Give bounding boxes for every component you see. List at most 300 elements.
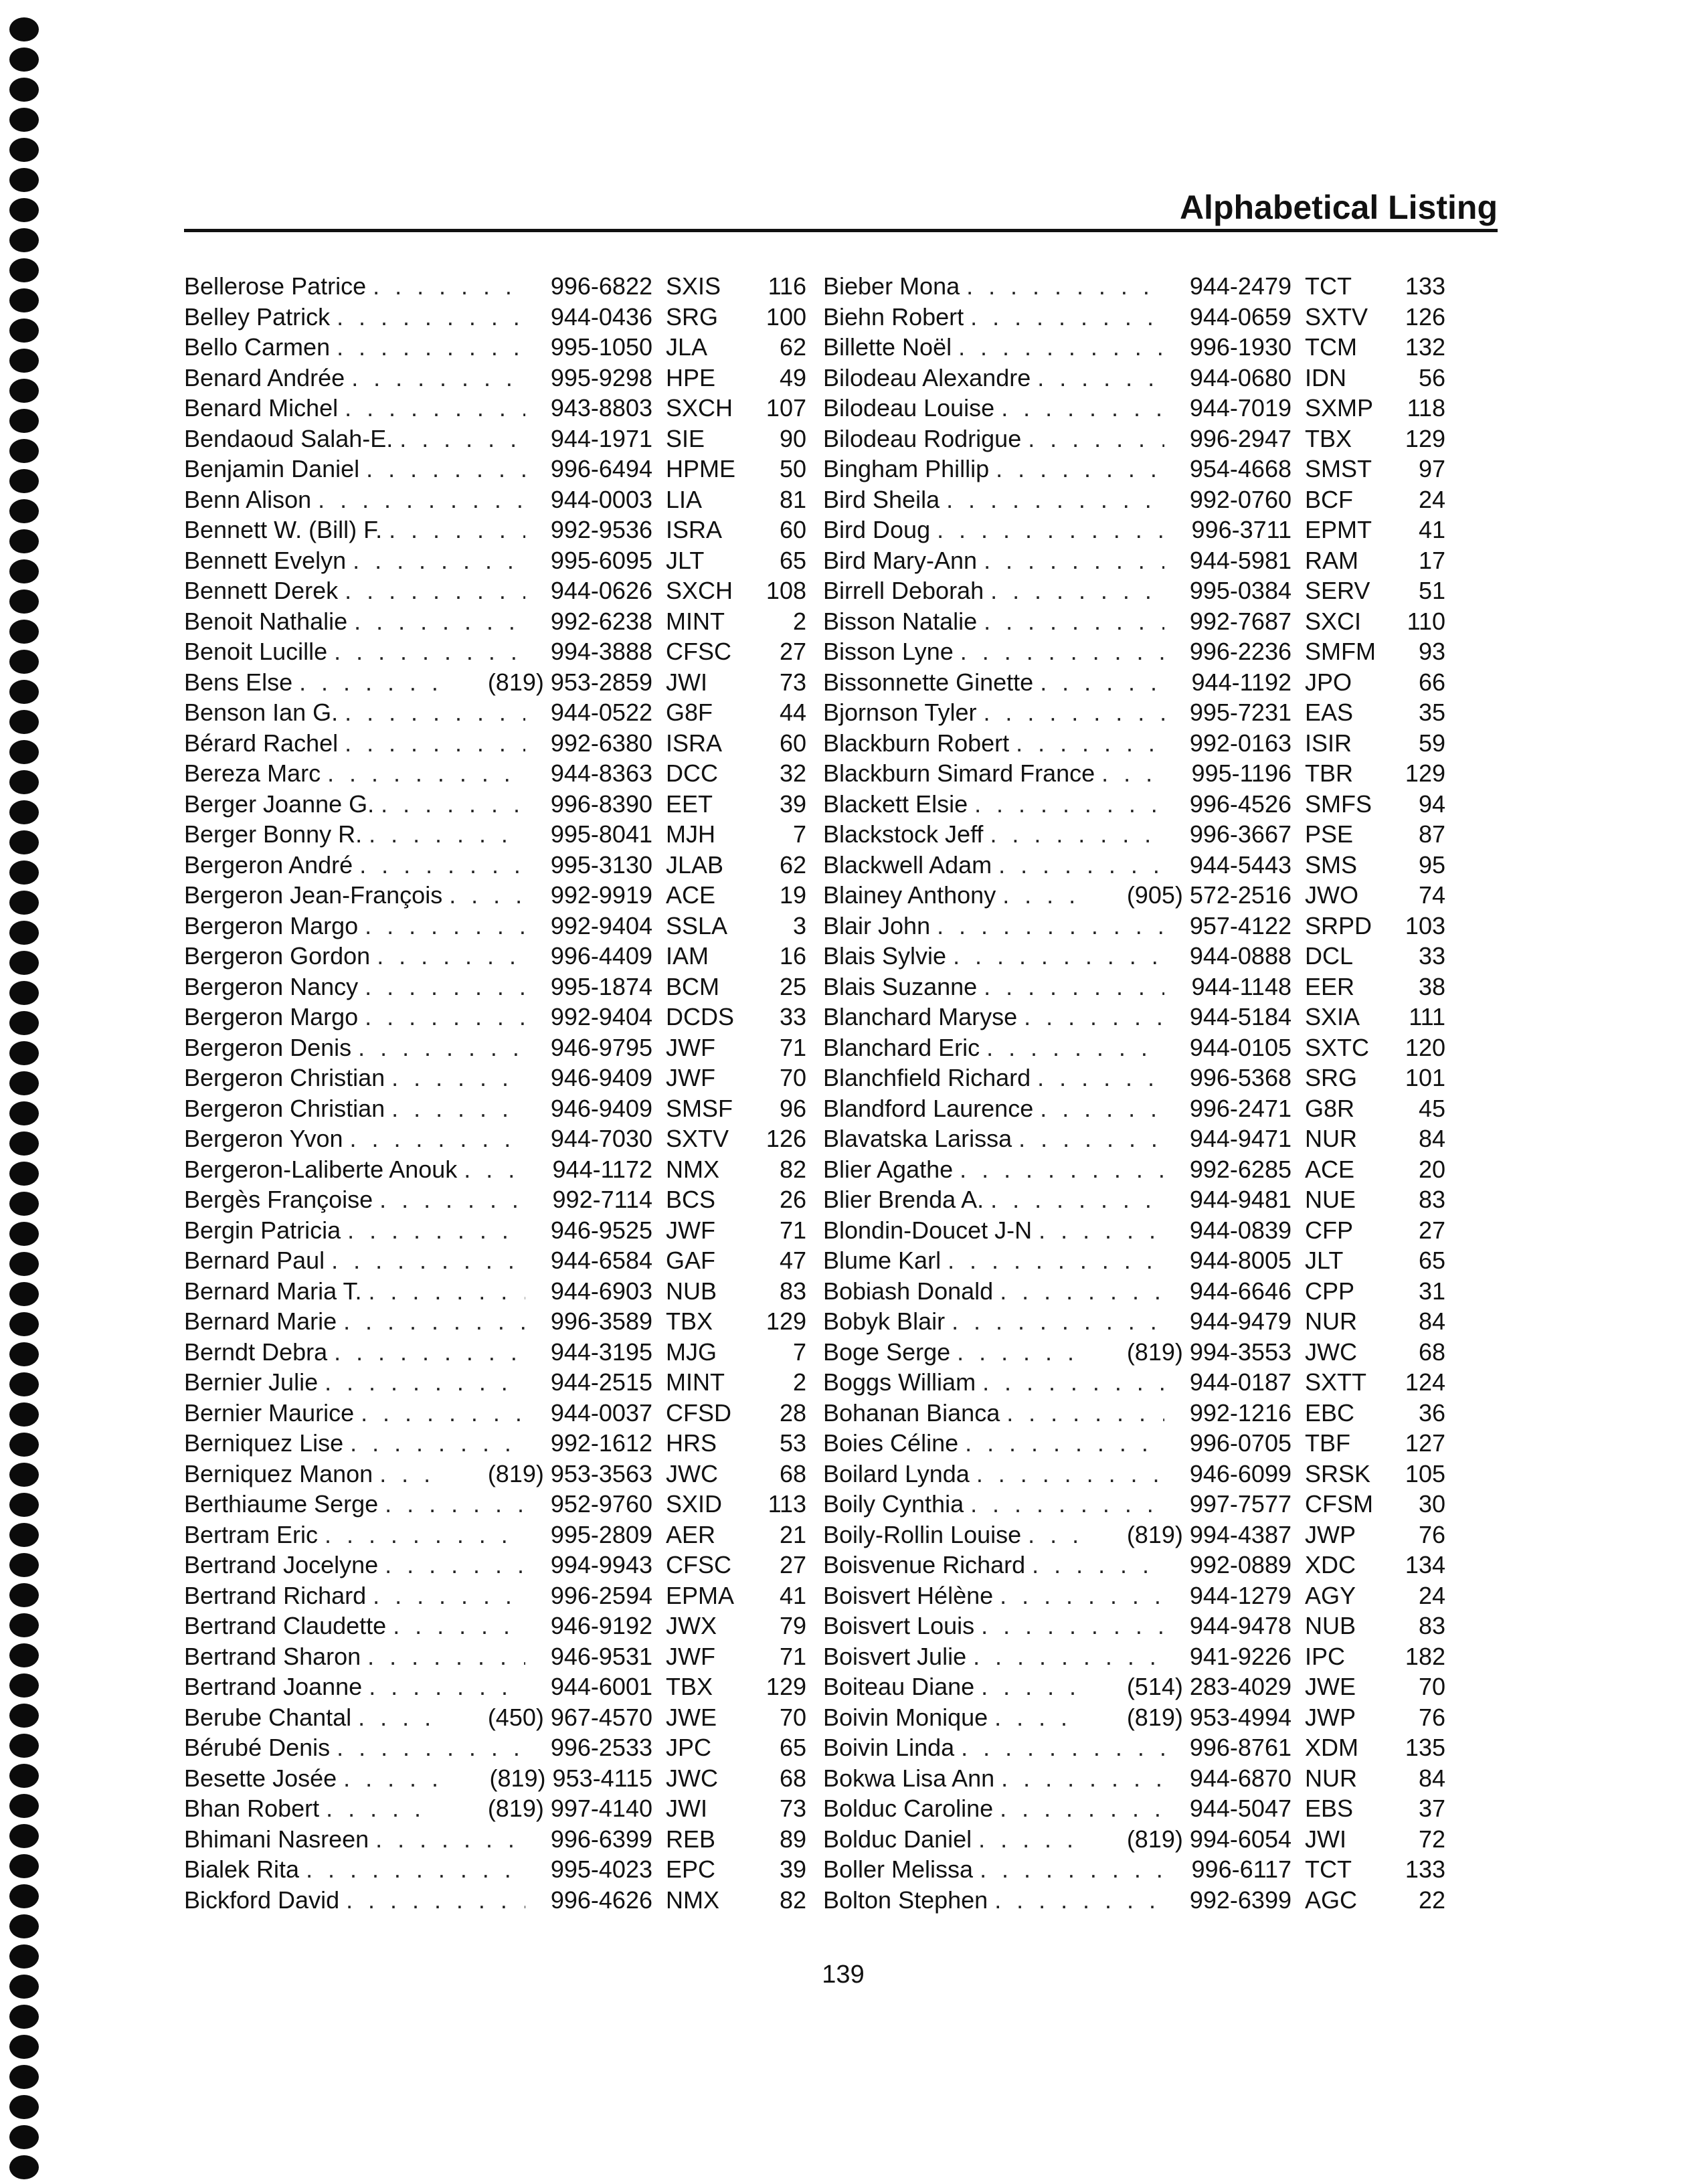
entry-code: HPME bbox=[666, 455, 736, 482]
dot-leader bbox=[385, 1550, 525, 1580]
entry-code: JWI bbox=[666, 1795, 707, 1822]
dot-leader bbox=[1028, 1520, 1077, 1550]
dot-leader bbox=[393, 1611, 525, 1641]
entry-phone: (819) 994-6054 bbox=[1126, 1825, 1292, 1853]
entry-phone: 944-8363 bbox=[550, 759, 652, 787]
entry-code: ACE bbox=[666, 881, 716, 909]
entry-name-wrap bbox=[823, 1245, 1164, 1275]
entry-name-wrap bbox=[823, 789, 1164, 819]
entry-name: Bolton Stephen bbox=[823, 1886, 988, 1914]
entry-phone: 992-6238 bbox=[550, 607, 652, 635]
list-item bbox=[823, 1611, 1452, 1641]
entry-code: JPO bbox=[1305, 668, 1352, 696]
entry-name-wrap bbox=[184, 1550, 525, 1580]
entry-name-wrap bbox=[823, 1276, 1164, 1306]
entry-page-ref: 65 bbox=[779, 546, 806, 574]
entry-page-ref: 133 bbox=[1405, 272, 1445, 300]
entry-page-ref: 70 bbox=[779, 1703, 806, 1731]
entry-name: Blais Suzanne bbox=[823, 972, 978, 1000]
dot-leader bbox=[346, 1885, 525, 1915]
entry-page-ref: 90 bbox=[779, 424, 806, 452]
entry-name: Bergin Patricia bbox=[184, 1216, 341, 1244]
entry-name: Bobyk Blair bbox=[823, 1307, 946, 1335]
list-item bbox=[184, 515, 813, 545]
list-item bbox=[184, 1428, 813, 1459]
list-item bbox=[184, 1245, 813, 1276]
entry-name: Blavatska Larissa bbox=[823, 1125, 1012, 1152]
entry-page-ref: 105 bbox=[1405, 1459, 1445, 1487]
entry-name: Bello Carmen bbox=[184, 333, 331, 361]
entry-phone: 944-5443 bbox=[1189, 850, 1292, 879]
dot-leader bbox=[345, 697, 525, 727]
entry-phone: 995-7231 bbox=[1189, 699, 1292, 726]
entry-phone: 944-6903 bbox=[550, 1277, 652, 1305]
entry-phone: (819) 953-3563 bbox=[487, 1459, 652, 1487]
entry-name-wrap bbox=[184, 1611, 525, 1641]
entry-page-ref: 45 bbox=[1418, 1094, 1445, 1122]
entry-name-wrap bbox=[184, 1367, 525, 1397]
entry-name: Blanchard Maryse bbox=[823, 1003, 1018, 1030]
entry-code: EPC bbox=[666, 1855, 716, 1883]
list-item bbox=[823, 1367, 1452, 1398]
entry-name-wrap bbox=[823, 941, 1164, 971]
entry-name: Bernard Maria T. bbox=[184, 1277, 362, 1305]
dot-leader bbox=[375, 1824, 525, 1854]
entry-name: Blanchfield Richard bbox=[823, 1064, 1031, 1091]
entry-name: Bilodeau Louise bbox=[823, 394, 995, 422]
entry-code: TCT bbox=[1305, 1855, 1352, 1883]
entry-page-ref: 95 bbox=[1418, 850, 1445, 879]
entry-name-wrap bbox=[184, 1123, 525, 1154]
entry-code: JWP bbox=[1305, 1520, 1356, 1548]
list-item bbox=[823, 1428, 1452, 1459]
entry-phone: 996-6399 bbox=[550, 1825, 652, 1853]
entry-name: Boiteau Diane bbox=[823, 1673, 975, 1700]
entry-page-ref: 20 bbox=[1418, 1155, 1445, 1183]
entry-page-ref: 59 bbox=[1418, 729, 1445, 757]
binding-hole bbox=[9, 1553, 39, 1577]
entry-code: SXMP bbox=[1305, 394, 1374, 422]
entry-code: SMST bbox=[1305, 455, 1372, 482]
dot-leader bbox=[1001, 1763, 1164, 1793]
entry-name: Blackburn Simard France bbox=[823, 759, 1095, 787]
entry-page-ref: 38 bbox=[1418, 972, 1445, 1000]
entry-phone: 996-0705 bbox=[1189, 1429, 1292, 1457]
entry-code: NUR bbox=[1305, 1307, 1357, 1335]
binding-hole bbox=[9, 1162, 39, 1186]
entry-page-ref: 84 bbox=[1418, 1764, 1445, 1792]
dot-leader bbox=[973, 1641, 1164, 1671]
binding-hole bbox=[9, 17, 39, 41]
list-item bbox=[184, 1671, 813, 1702]
binding-hole bbox=[9, 499, 39, 523]
list-item bbox=[184, 789, 813, 820]
list-item bbox=[823, 484, 1452, 515]
list-item bbox=[823, 1215, 1452, 1246]
list-item bbox=[184, 728, 813, 759]
entry-name-wrap bbox=[184, 1002, 525, 1032]
binding-hole bbox=[9, 1222, 39, 1246]
binding-hole bbox=[9, 529, 39, 553]
entry-page-ref: 25 bbox=[779, 972, 806, 1000]
entry-phone: 997-7577 bbox=[1189, 1490, 1292, 1518]
entry-name: Bird Sheila bbox=[823, 485, 940, 513]
binding-hole bbox=[9, 168, 39, 192]
entry-code: SSLA bbox=[666, 911, 728, 939]
binding-hole bbox=[9, 891, 39, 915]
list-item bbox=[823, 941, 1452, 972]
dot-leader bbox=[1001, 393, 1164, 423]
entry-name-wrap bbox=[184, 332, 525, 362]
entry-page-ref: 53 bbox=[779, 1429, 806, 1457]
list-item bbox=[184, 1337, 813, 1368]
entry-name: Boily-Rollin Louise bbox=[823, 1520, 1022, 1548]
entry-code: SRSK bbox=[1305, 1459, 1371, 1487]
list-item bbox=[823, 1702, 1452, 1733]
entry-code: NUB bbox=[1305, 1612, 1356, 1639]
entry-code: JWE bbox=[1305, 1673, 1356, 1700]
entry-page-ref: 132 bbox=[1405, 333, 1445, 361]
dot-leader bbox=[948, 1245, 1164, 1275]
binding-hole bbox=[9, 2065, 39, 2089]
dot-leader bbox=[952, 1306, 1164, 1336]
entry-page-ref: 72 bbox=[1418, 1825, 1445, 1853]
dot-leader bbox=[957, 1337, 1077, 1367]
entry-name: Benoit Nathalie bbox=[184, 607, 348, 635]
entry-code: JWF bbox=[666, 1064, 715, 1091]
entry-name: Boller Melissa bbox=[823, 1855, 974, 1883]
entry-code: SXIA bbox=[1305, 1003, 1360, 1030]
entry-code: JWF bbox=[666, 1033, 715, 1061]
entry-name: Berndt Debra bbox=[184, 1338, 328, 1366]
entry-phone: 996-8761 bbox=[1189, 1734, 1292, 1761]
entry-phone: 995-3130 bbox=[550, 850, 652, 879]
entry-code: JWF bbox=[666, 1642, 715, 1670]
binding-hole bbox=[9, 2095, 39, 2119]
entry-phone: 944-5184 bbox=[1189, 1003, 1292, 1030]
binding-hole bbox=[9, 710, 39, 734]
binding-hole bbox=[9, 830, 39, 854]
page-title: Alphabetical Listing bbox=[1179, 189, 1498, 226]
entry-phone: (819) 953-4115 bbox=[489, 1764, 652, 1792]
dot-leader bbox=[327, 758, 525, 788]
binding-hole bbox=[9, 439, 39, 463]
list-item bbox=[184, 545, 813, 576]
entry-code: SXTC bbox=[1305, 1033, 1370, 1061]
entry-name: Berthiaume Serge bbox=[184, 1490, 379, 1518]
entry-phone: 944-0659 bbox=[1189, 302, 1292, 331]
entry-phone: 944-8005 bbox=[1189, 1247, 1292, 1274]
entry-name: Bolduc Caroline bbox=[823, 1795, 994, 1822]
entry-name: Bergeron Margo bbox=[184, 911, 359, 939]
list-item bbox=[823, 819, 1452, 850]
entry-code: ISRA bbox=[666, 729, 723, 757]
entry-phone: 996-2236 bbox=[1189, 638, 1292, 665]
entry-page-ref: 24 bbox=[1418, 485, 1445, 513]
entry-page-ref: 68 bbox=[779, 1764, 806, 1792]
entry-code: HPE bbox=[666, 363, 716, 391]
entry-code: TBR bbox=[1305, 759, 1353, 787]
entry-name-wrap bbox=[823, 1093, 1164, 1123]
entry-name: Bergeron Gordon bbox=[184, 942, 371, 970]
entry-page-ref: 83 bbox=[1418, 1612, 1445, 1639]
entry-name-wrap bbox=[184, 880, 525, 910]
entry-code: AER bbox=[666, 1520, 716, 1548]
entry-name-wrap bbox=[184, 1702, 438, 1732]
entry-name: Bobiash Donald bbox=[823, 1277, 994, 1305]
entry-name-wrap bbox=[823, 1215, 1164, 1245]
dot-leader bbox=[369, 1671, 525, 1702]
entry-page-ref: 2 bbox=[792, 1368, 806, 1396]
entry-name-wrap bbox=[184, 271, 525, 301]
entry-name: Blier Agathe bbox=[823, 1155, 954, 1183]
list-item bbox=[823, 1154, 1452, 1185]
entry-phone: (905) 572-2516 bbox=[1126, 881, 1292, 909]
list-item bbox=[184, 1611, 813, 1641]
list-item bbox=[823, 545, 1452, 576]
list-item bbox=[823, 1306, 1452, 1337]
entry-phone: 996-4526 bbox=[1189, 790, 1292, 818]
entry-page-ref: 84 bbox=[1418, 1125, 1445, 1152]
entry-name: Bergeron André bbox=[184, 850, 353, 879]
entry-phone: 944-0003 bbox=[550, 485, 652, 513]
entry-code: TBX bbox=[666, 1307, 713, 1335]
entry-phone: 995-2809 bbox=[550, 1520, 652, 1548]
entry-page-ref: 47 bbox=[779, 1247, 806, 1274]
dot-leader bbox=[343, 1306, 525, 1336]
entry-code: NMX bbox=[666, 1886, 719, 1914]
list-item bbox=[823, 302, 1452, 333]
list-item bbox=[823, 1459, 1452, 1489]
dot-leader bbox=[990, 1184, 1164, 1214]
list-item bbox=[823, 1337, 1452, 1368]
entry-code: SMFM bbox=[1305, 638, 1376, 665]
list-item bbox=[184, 575, 813, 606]
left-column bbox=[184, 271, 813, 1915]
dot-leader bbox=[337, 302, 525, 332]
entry-phone: 992-1216 bbox=[1189, 1398, 1292, 1427]
entry-code: SXIS bbox=[666, 272, 721, 300]
dot-leader bbox=[980, 1854, 1164, 1884]
entry-phone: 944-9481 bbox=[1189, 1186, 1292, 1213]
entry-phone: 994-9943 bbox=[550, 1551, 652, 1578]
entry-code: CFSM bbox=[1305, 1490, 1373, 1518]
dot-leader bbox=[1032, 1550, 1164, 1580]
dot-leader bbox=[365, 911, 525, 941]
dot-leader bbox=[299, 667, 438, 697]
dot-leader bbox=[389, 515, 525, 545]
dot-leader bbox=[368, 1276, 525, 1306]
entry-phone: 944-0522 bbox=[550, 699, 652, 726]
entry-name-wrap bbox=[823, 271, 1164, 301]
entry-phone: (819) 997-4140 bbox=[487, 1795, 652, 1822]
entry-name-wrap bbox=[184, 758, 525, 788]
dot-leader bbox=[350, 1428, 525, 1458]
entry-name: Bisson Lyne bbox=[823, 638, 954, 665]
list-item bbox=[823, 1184, 1452, 1215]
entry-phone: 944-6001 bbox=[550, 1673, 652, 1700]
list-item bbox=[184, 1793, 813, 1824]
entry-phone: 944-6870 bbox=[1189, 1764, 1292, 1792]
entry-name: Berniquez Manon bbox=[184, 1459, 373, 1487]
entry-phone: 944-7019 bbox=[1189, 394, 1292, 422]
entry-name: Boies Céline bbox=[823, 1429, 959, 1457]
entry-phone: 995-8041 bbox=[550, 820, 652, 848]
entry-phone: 944-2479 bbox=[1189, 272, 1292, 300]
binding-hole bbox=[9, 138, 39, 162]
dot-leader bbox=[1040, 1093, 1164, 1123]
list-item bbox=[184, 758, 813, 789]
list-item bbox=[823, 1885, 1452, 1916]
binding-hole bbox=[9, 860, 39, 885]
entry-page-ref: 126 bbox=[1405, 302, 1445, 331]
entry-code: NUB bbox=[666, 1277, 717, 1305]
entry-name: Benn Alison bbox=[184, 485, 312, 513]
entry-phone: 944-9471 bbox=[1189, 1125, 1292, 1152]
entry-name-wrap bbox=[823, 1428, 1164, 1458]
entry-page-ref: 16 bbox=[779, 942, 806, 970]
dot-leader bbox=[1024, 1002, 1164, 1032]
entry-name: Bolduc Daniel bbox=[823, 1825, 972, 1853]
entry-page-ref: 27 bbox=[779, 638, 806, 665]
entry-name: Bisson Natalie bbox=[823, 607, 978, 635]
binding-hole bbox=[9, 1583, 39, 1607]
list-item bbox=[184, 911, 813, 941]
dot-leader bbox=[331, 1245, 525, 1275]
entry-name: Biehn Robert bbox=[823, 302, 964, 331]
entry-code: SXCH bbox=[666, 577, 733, 604]
binding-hole bbox=[9, 1794, 39, 1818]
binding-hole bbox=[9, 349, 39, 373]
entry-name-wrap bbox=[184, 819, 525, 849]
entry-phone: 992-0889 bbox=[1189, 1551, 1292, 1578]
entry-page-ref: 17 bbox=[1418, 546, 1445, 574]
entry-code: JLA bbox=[666, 333, 708, 361]
entry-name: Bennett Evelyn bbox=[184, 546, 347, 574]
entry-phone: 996-2471 bbox=[1189, 1094, 1292, 1122]
entry-page-ref: 129 bbox=[766, 1307, 806, 1335]
entry-code: JWI bbox=[1305, 1825, 1346, 1853]
list-item bbox=[184, 1367, 813, 1398]
entry-page-ref: 27 bbox=[779, 1551, 806, 1578]
dot-leader bbox=[966, 271, 1164, 301]
entry-phone: 996-3589 bbox=[550, 1307, 652, 1335]
dot-leader bbox=[325, 1367, 525, 1397]
entry-code: CFSD bbox=[666, 1398, 731, 1427]
entry-name: Bird Doug bbox=[823, 516, 931, 543]
entry-page-ref: 51 bbox=[1418, 577, 1445, 604]
entry-name-wrap bbox=[184, 1093, 525, 1123]
entry-phone: 957-4122 bbox=[1189, 911, 1292, 939]
list-item bbox=[184, 850, 813, 881]
entry-phone: 992-0760 bbox=[1189, 485, 1292, 513]
entry-code: RAM bbox=[1305, 546, 1358, 574]
entry-name: Bohanan Bianca bbox=[823, 1398, 1000, 1427]
dot-leader bbox=[385, 1489, 525, 1519]
list-item bbox=[184, 1398, 813, 1429]
entry-name-wrap bbox=[184, 393, 525, 423]
entry-code: LIA bbox=[666, 485, 703, 513]
entry-name-wrap bbox=[823, 1763, 1164, 1793]
entry-name-wrap bbox=[184, 789, 525, 819]
dot-leader bbox=[1016, 728, 1164, 758]
entry-phone: 996-4626 bbox=[550, 1886, 652, 1914]
entry-phone: 944-6584 bbox=[550, 1247, 652, 1274]
entry-name-wrap bbox=[184, 484, 525, 515]
entry-phone: 944-5981 bbox=[1189, 546, 1292, 574]
entry-name: Blackett Elsie bbox=[823, 790, 968, 818]
entry-name: Belley Patrick bbox=[184, 302, 331, 331]
entry-phone: 944-0037 bbox=[550, 1398, 652, 1427]
entry-phone: 992-7687 bbox=[1189, 607, 1292, 635]
dot-leader bbox=[353, 545, 525, 575]
entry-phone: 941-9226 bbox=[1189, 1642, 1292, 1670]
binding-hole bbox=[9, 318, 39, 343]
dot-leader bbox=[953, 941, 1164, 971]
entry-name-wrap bbox=[823, 1611, 1164, 1641]
entry-code: BCM bbox=[666, 972, 719, 1000]
list-item bbox=[823, 728, 1452, 759]
entry-name: Bergès Françoise bbox=[184, 1186, 373, 1213]
entry-code: EET bbox=[666, 790, 713, 818]
entry-page-ref: 19 bbox=[779, 881, 806, 909]
entry-phone: 944-1172 bbox=[552, 1155, 652, 1183]
entry-phone: 992-9536 bbox=[550, 516, 652, 543]
entry-page-ref: 124 bbox=[1405, 1368, 1445, 1396]
entry-phone: 944-3195 bbox=[550, 1338, 652, 1366]
entry-phone: 994-3888 bbox=[550, 638, 652, 665]
entry-name-wrap bbox=[184, 1885, 525, 1915]
entry-name-wrap bbox=[823, 880, 1077, 910]
entry-name: Blackstock Jeff bbox=[823, 820, 984, 848]
binding-hole bbox=[9, 620, 39, 644]
list-item bbox=[184, 1520, 813, 1550]
entry-name-wrap bbox=[184, 1032, 525, 1063]
dot-leader bbox=[358, 1702, 438, 1732]
entry-code: CFSC bbox=[666, 638, 731, 665]
entry-name: Bhan Robert bbox=[184, 1795, 320, 1822]
list-item bbox=[823, 363, 1452, 393]
binding-hole bbox=[9, 409, 39, 433]
entry-name: Boggs William bbox=[823, 1368, 976, 1396]
entry-page-ref: 134 bbox=[1405, 1551, 1445, 1578]
dot-leader bbox=[358, 1032, 525, 1063]
entry-code: AGC bbox=[1305, 1886, 1358, 1914]
entry-name-wrap bbox=[823, 636, 1164, 666]
entry-code: SMS bbox=[1305, 850, 1358, 879]
entry-phone: 992-0163 bbox=[1189, 729, 1292, 757]
dot-leader bbox=[976, 1459, 1164, 1489]
dot-leader bbox=[318, 484, 525, 515]
entry-code: NUE bbox=[1305, 1186, 1356, 1213]
entry-page-ref: 70 bbox=[1418, 1673, 1445, 1700]
list-item bbox=[184, 1732, 813, 1763]
binding-hole bbox=[9, 770, 39, 794]
entry-page-ref: 127 bbox=[1405, 1429, 1445, 1457]
entry-phone: 995-4023 bbox=[550, 1855, 652, 1883]
list-item bbox=[823, 1580, 1452, 1611]
entry-code: JWX bbox=[666, 1612, 717, 1639]
entry-code: JWI bbox=[666, 668, 707, 696]
entry-phone: 995-1050 bbox=[550, 333, 652, 361]
entry-name-wrap bbox=[184, 1428, 525, 1458]
dot-leader bbox=[998, 850, 1164, 880]
entry-page-ref: 71 bbox=[779, 1216, 806, 1244]
entry-page-ref: 31 bbox=[1418, 1277, 1445, 1305]
entry-name-wrap bbox=[823, 1732, 1164, 1762]
list-item bbox=[823, 1276, 1452, 1307]
dot-leader bbox=[961, 1732, 1164, 1762]
